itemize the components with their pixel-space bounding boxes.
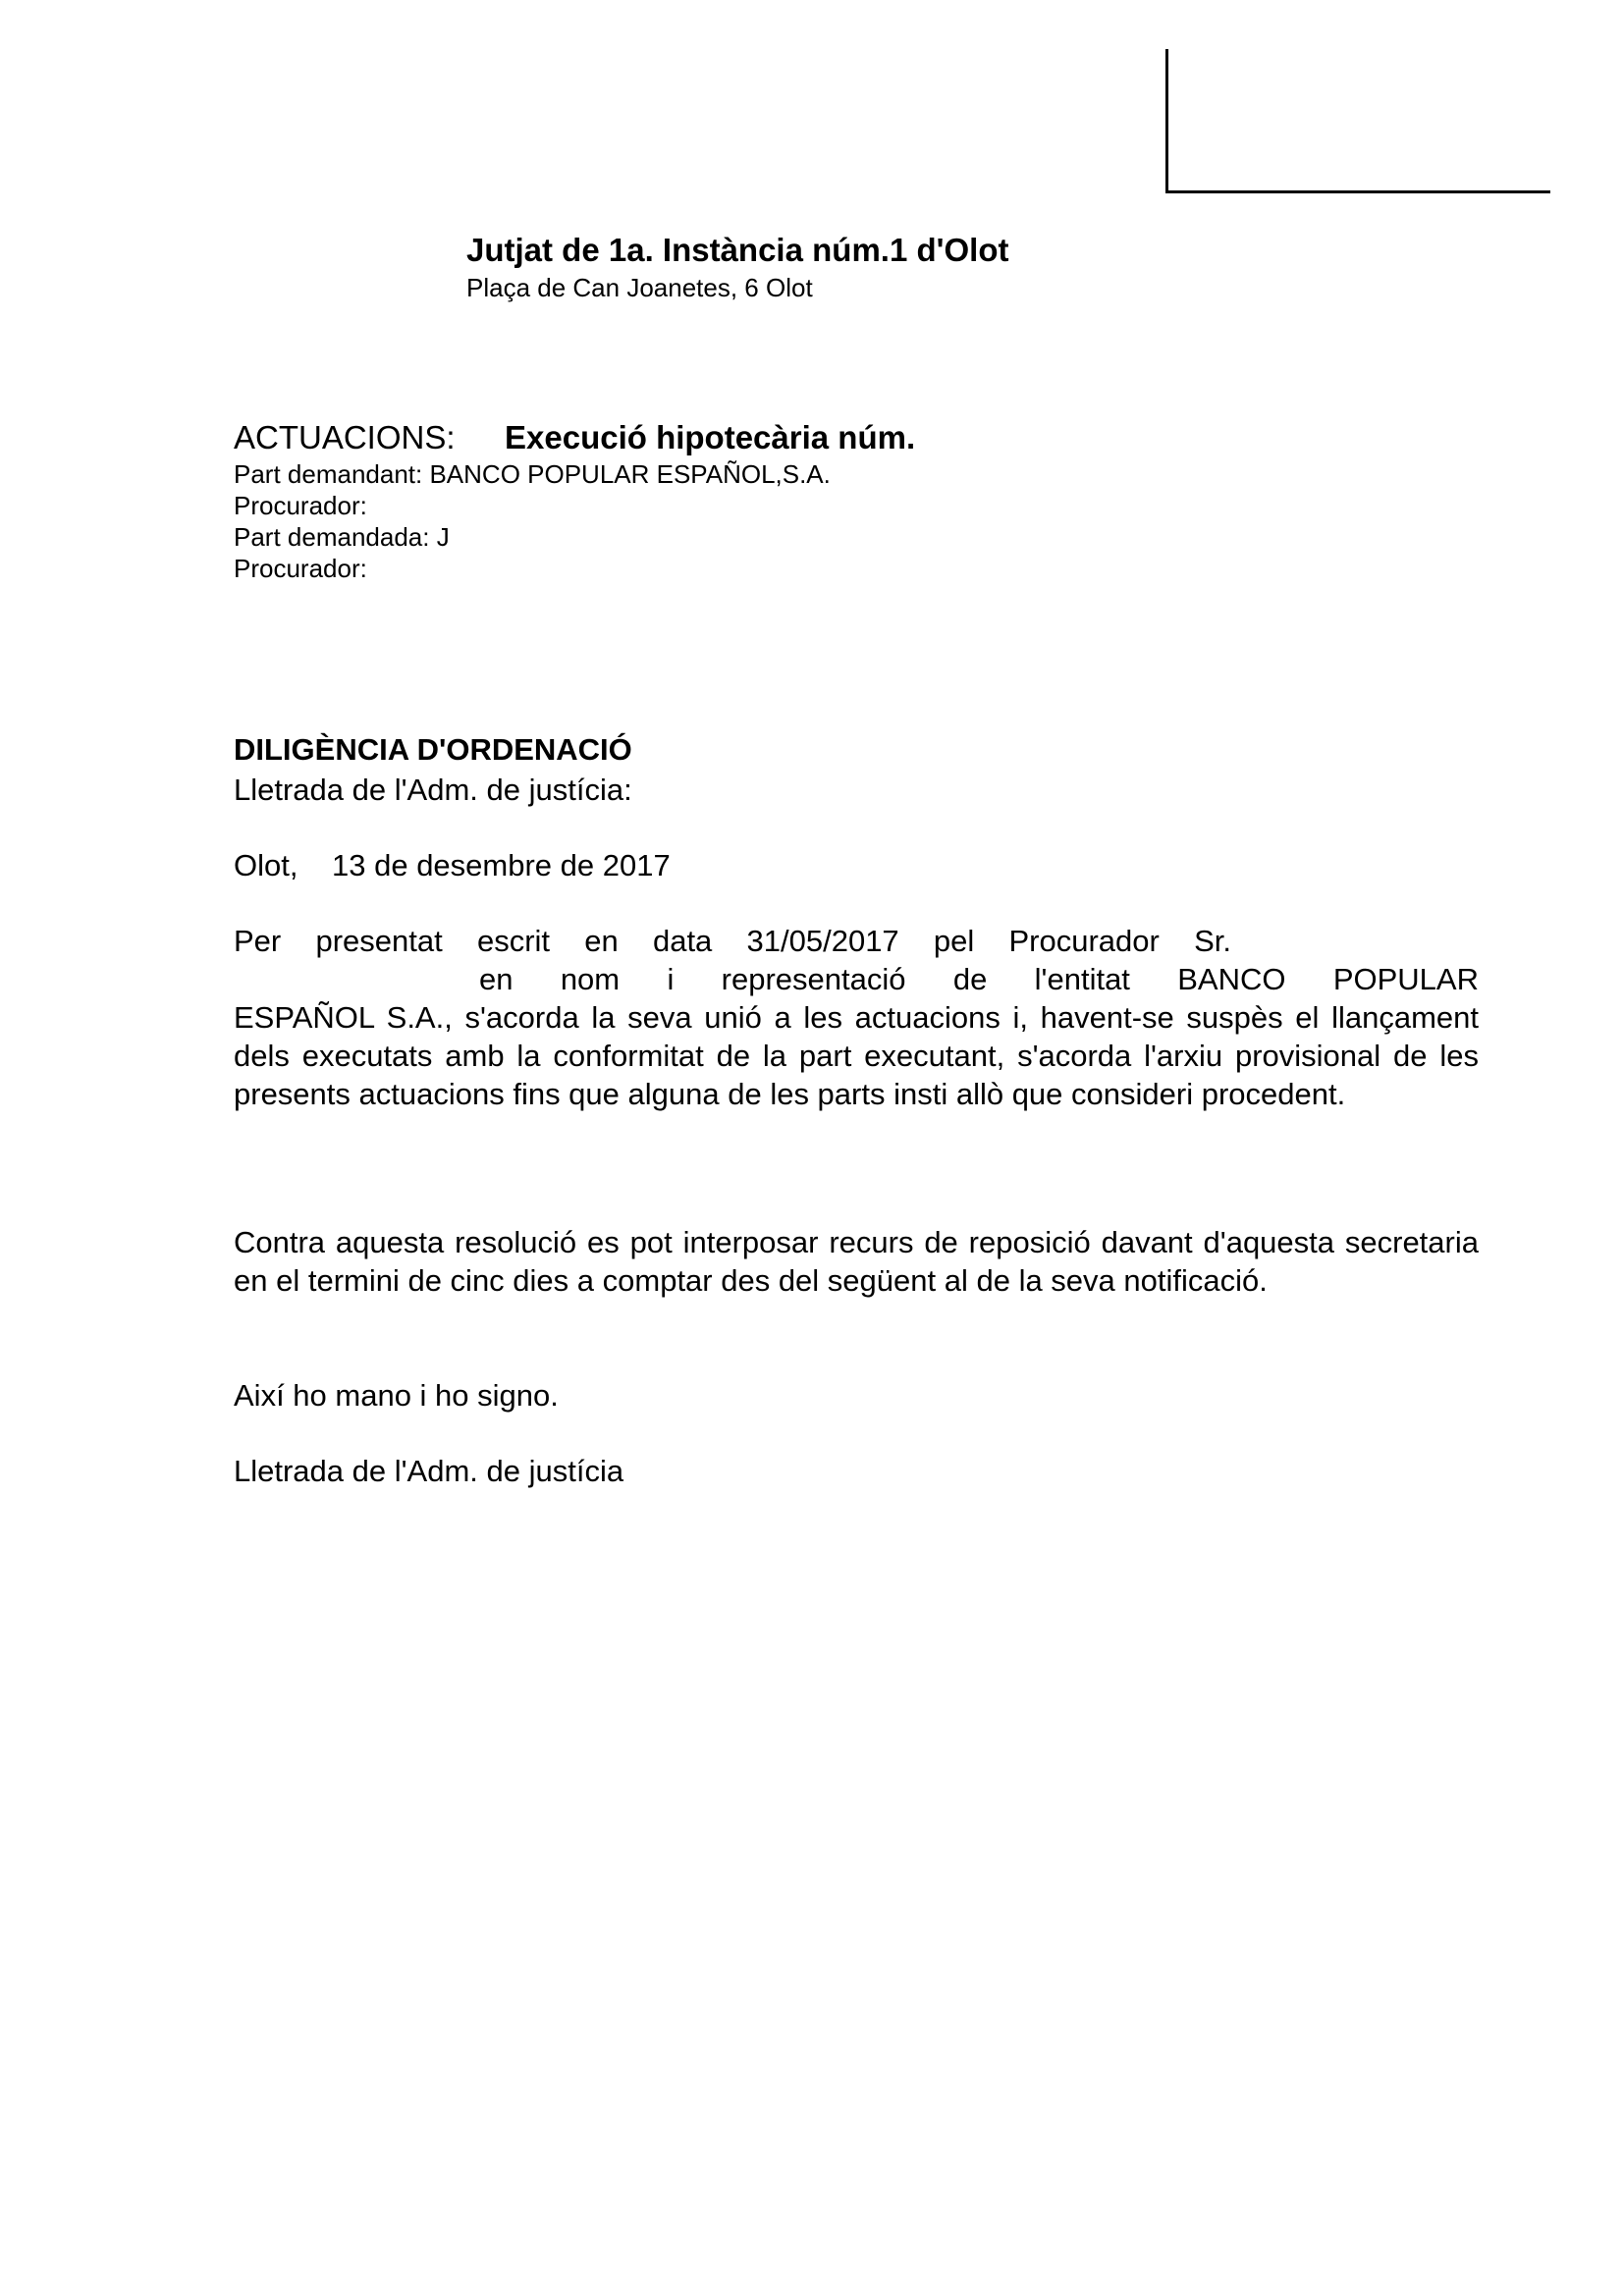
actuacions-row <box>234 419 915 456</box>
date-value: 13 de desembre de 2017 <box>332 848 671 882</box>
actuacions-label: ACTUACIONS: <box>234 419 456 455</box>
closing-line: Així ho mano i ho signo. <box>234 1378 559 1413</box>
paragraph-2: Contra aquesta resolució es pot interposar recurs de reposició davant d'aquesta secretaria en el termini de cinc dies a comptar des del següent al de la seva notificació. <box>234 1225 1479 1298</box>
corner-registration-mark <box>1165 49 1550 193</box>
defendant-procurador-line: Procurador: <box>234 554 367 583</box>
plaintiff-procurador-line: Procurador: <box>234 491 367 520</box>
clerk-line: Lletrada de l'Adm. de justícia: <box>234 773 632 807</box>
signature-line: Lletrada de l'Adm. de justícia <box>234 1454 624 1488</box>
court-address: Plaça de Can Joanetes, 6 Olot <box>466 273 813 302</box>
parties-block <box>234 458 831 584</box>
paragraph-1 <box>234 922 1479 1113</box>
date-line <box>234 846 1479 884</box>
court-name: Jutjat de 1a. Instància núm.1 d'Olot <box>466 232 1009 268</box>
paragraph-1-line-2: en nom i representació de l'entitat BANCO POPULAR <box>479 962 1479 996</box>
paragraph-1-line-1: Per presentat escrit en data 31/05/2017 pel Procurador Sr. <box>234 924 1231 958</box>
document-title: DILIGÈNCIA D'ORDENACIÓ <box>234 732 632 767</box>
date-city: Olot, <box>234 848 298 882</box>
plaintiff-line: Part demandant: BANCO POPULAR ESPAÑOL,S.A. <box>234 459 831 489</box>
actuacions-value: Execució hipotecària núm. <box>505 419 916 455</box>
paragraph-1-rest: ESPAÑOL S.A., s'acorda la seva unió a les actuacions i, havent-se suspès el llançament dels executats amb la conformitat de la part executant, s'acorda l'arxiu provisional de les presents actuacions fins que alguna de les parts insti allò que consideri procedent. <box>234 1000 1479 1111</box>
defendant-line: Part demandada: J <box>234 522 450 552</box>
